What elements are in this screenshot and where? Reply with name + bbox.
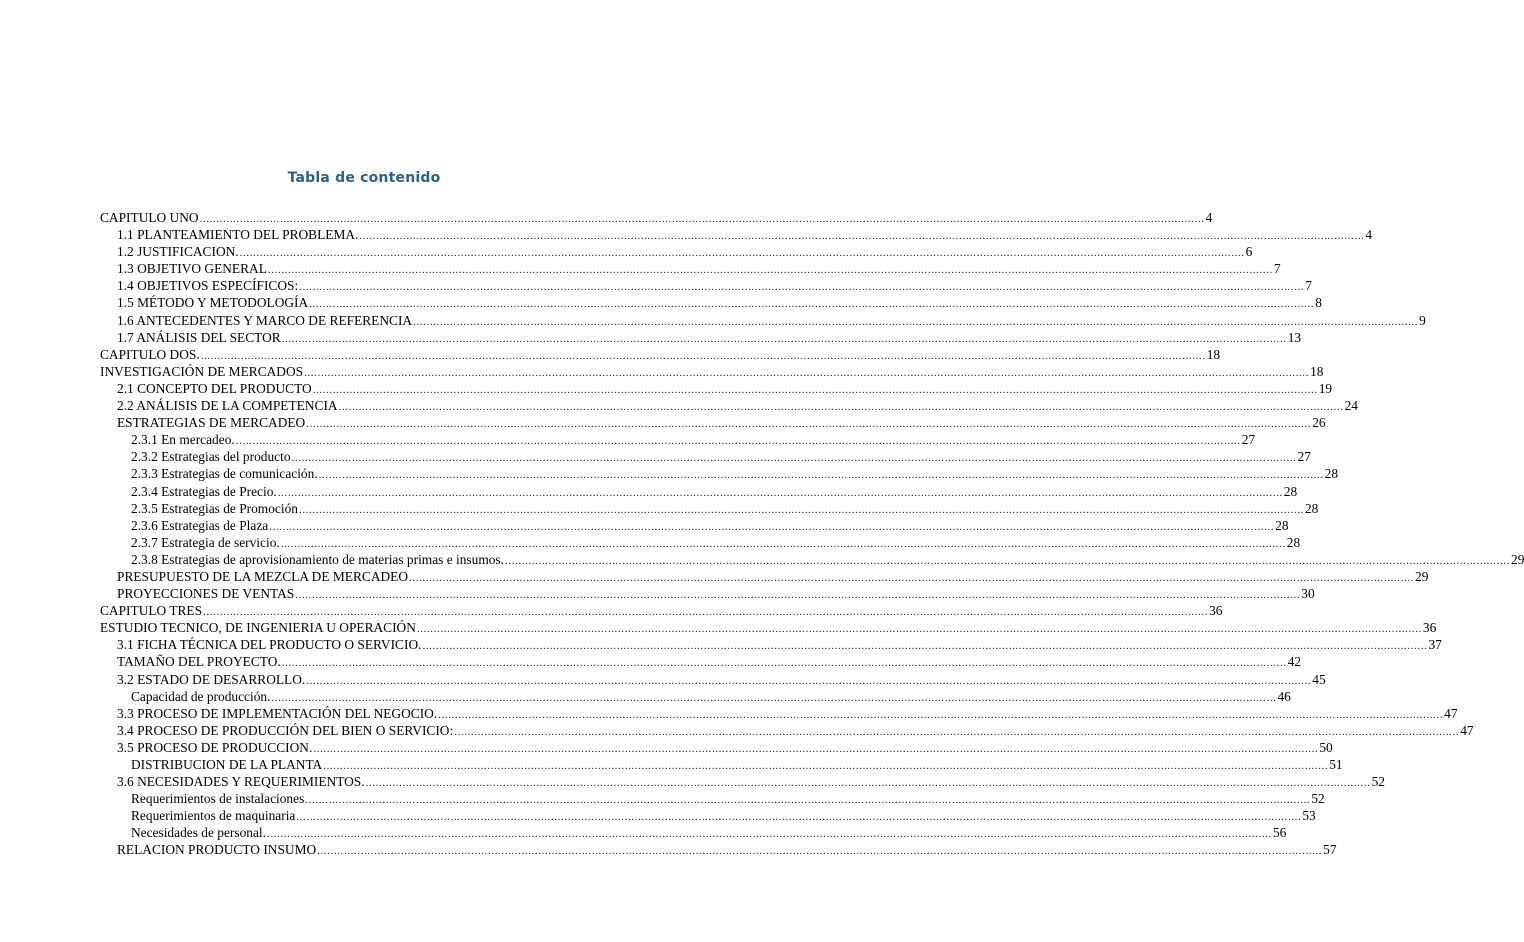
toc-dot-leader: ............................................................................................................................................................................................................................................................................................................ bbox=[199, 213, 1205, 225]
toc-entry-title: 2.3.2 Estrategias del producto bbox=[131, 449, 291, 465]
toc-dot-leader: ............................................................................................................................................................................................................................................................................................................ bbox=[306, 418, 1312, 431]
toc-entry-title: 1.6 ANTECEDENTES Y MARCO DE REFERENCIA bbox=[117, 312, 413, 328]
toc-dot-leader: ............................................................................................................................................................................................................................................................................................................ bbox=[203, 606, 1209, 619]
toc-dot-leader: ............................................................................................................................................................................................................................................................................................................ bbox=[291, 452, 1297, 465]
toc-entry-title: 3.6 NECESIDADES Y REQUERIMIENTOS. bbox=[117, 774, 365, 790]
toc-entry[interactable] bbox=[100, 226, 1373, 243]
toc-page-number: 18 bbox=[1310, 363, 1324, 379]
toc-entry-title: 3.4 PROCESO DE PRODUCCIÓN DEL BIEN O SERVICIO: bbox=[117, 722, 454, 738]
toc-entry-title: 2.1 CONCEPTO DEL PRODUCTO bbox=[117, 380, 312, 396]
toc-entry[interactable] bbox=[100, 705, 1458, 722]
toc-entry[interactable] bbox=[100, 380, 1333, 397]
toc-dot-leader: ............................................................................................................................................................................................................................................................................................................ bbox=[296, 811, 1302, 824]
toc-entry[interactable] bbox=[100, 209, 1213, 226]
toc-dot-leader: ............................................................................................................................................................................................................................................................................................................ bbox=[267, 264, 1273, 277]
toc-dot-leader: ............................................................................................................................................................................................................................................................................................................ bbox=[409, 571, 1415, 584]
toc-page-number: 45 bbox=[1312, 671, 1326, 687]
toc-entry[interactable] bbox=[100, 824, 1287, 841]
toc-dot-leader: ............................................................................................................................................................................................................................................................................................................ bbox=[269, 520, 1275, 533]
toc-dot-leader: ............................................................................................................................................................................................................................................................................................................ bbox=[271, 691, 1277, 704]
toc-entry[interactable] bbox=[100, 602, 1223, 619]
toc-entry[interactable] bbox=[100, 534, 1301, 551]
toc-dot-leader: ............................................................................................................................................................................................................................................................................................................ bbox=[365, 777, 1371, 790]
toc-dot-leader: ............................................................................................................................................................................................................................................................................................................ bbox=[413, 315, 1419, 328]
toc-page-number: 47 bbox=[1444, 705, 1458, 721]
toc-entry[interactable] bbox=[100, 619, 1437, 636]
toc-entry-title: 3.5 PROCESO DE PRODUCCION. bbox=[117, 739, 313, 755]
toc-entry[interactable] bbox=[100, 568, 1429, 585]
toc-page-number: 27 bbox=[1241, 432, 1256, 448]
toc-entry[interactable] bbox=[100, 431, 1256, 448]
toc-dot-leader: ............................................................................................................................................................................................................................................................................................................ bbox=[338, 401, 1344, 414]
toc-entry-title: CAPITULO UNO bbox=[100, 210, 199, 225]
toc-entry-title: 1.4 OBJETIVOS ESPECÍFICOS: bbox=[117, 278, 299, 294]
toc-entry-title: Necesidades de personal. bbox=[131, 825, 266, 841]
toc-entry-title: TAMAÑO DEL PROYECTO. bbox=[117, 654, 281, 670]
toc-dot-leader: ............................................................................................................................................................................................................................................................................................................ bbox=[454, 725, 1460, 738]
toc-entry-title: 2.3.4 Estrategias de Precio. bbox=[131, 483, 277, 499]
toc-entry[interactable] bbox=[100, 790, 1325, 807]
toc-entry-title: INVESTIGACIÓN DE MERCADOS bbox=[100, 363, 304, 379]
toc-entry[interactable] bbox=[100, 585, 1315, 602]
toc-entry[interactable] bbox=[100, 517, 1289, 534]
toc-page-number: 30 bbox=[1301, 586, 1315, 602]
toc-entry-title: PRESUPUESTO DE LA MEZCLA DE MERCADEO bbox=[117, 568, 409, 584]
toc-dot-leader: ............................................................................................................................................................................................................................................................................................................ bbox=[416, 623, 1422, 636]
toc-entry[interactable] bbox=[100, 483, 1298, 500]
toc-dot-leader: ............................................................................................................................................................................................................................................................................................................ bbox=[298, 503, 1304, 516]
toc-entry-title: 1.7 ANÁLISIS DEL SECTOR bbox=[117, 329, 281, 345]
toc-entry-title: 2.3.8 Estrategias de aprovisionamiento de materias primas e insumos. bbox=[131, 551, 504, 567]
toc-entry-title: PROYECCIONES DE VENTAS bbox=[117, 586, 295, 602]
toc-entry[interactable] bbox=[100, 294, 1322, 311]
toc-page-number: 52 bbox=[1311, 791, 1325, 807]
toc-page-number: 28 bbox=[1283, 483, 1298, 499]
toc-page-number: 9 bbox=[1419, 312, 1426, 328]
toc-dot-leader: ............................................................................................................................................................................................................................................................................................................ bbox=[266, 828, 1272, 841]
toc-page-number: 26 bbox=[1312, 415, 1326, 431]
toc-dot-leader: ............................................................................................................................................................................................................................................................................................................ bbox=[295, 589, 1301, 602]
toc-page-number: 18 bbox=[1206, 346, 1221, 362]
toc-dot-leader: ............................................................................................................................................................................................................................................................................................................ bbox=[280, 537, 1286, 550]
toc-entry[interactable] bbox=[100, 277, 1312, 294]
toc-page-number: 56 bbox=[1272, 825, 1287, 841]
toc-page-number: 24 bbox=[1344, 398, 1358, 414]
toc-entry-title: DISTRIBUCION DE LA PLANTA bbox=[131, 757, 323, 772]
toc-dot-leader: ............................................................................................................................................................................................................................................................................................................ bbox=[313, 742, 1319, 755]
toc-page-number: 52 bbox=[1371, 774, 1385, 790]
toc-dot-leader: ............................................................................................................................................................................................................................................................................................................ bbox=[317, 845, 1323, 858]
toc-entry[interactable] bbox=[100, 346, 1221, 363]
toc-dot-leader: ............................................................................................................................................................................................................................................................................................................ bbox=[281, 332, 1287, 345]
toc-page-number: 57 bbox=[1323, 842, 1337, 858]
toc-entry[interactable] bbox=[100, 363, 1324, 380]
toc-dot-leader: ............................................................................................................................................................................................................................................................................................................ bbox=[323, 760, 1329, 772]
toc-dot-leader: ............................................................................................................................................................................................................................................................................................................ bbox=[318, 469, 1324, 482]
toc-title: Tabla de contenido bbox=[287, 170, 441, 186]
toc-entry[interactable] bbox=[100, 688, 1291, 705]
toc-dot-leader: ............................................................................................................................................................................................................................................................................................................ bbox=[200, 349, 1206, 362]
toc-entry-title: 1.3 OBJETIVO GENERAL bbox=[117, 261, 267, 277]
toc-entry[interactable] bbox=[100, 312, 1426, 329]
toc-entry[interactable] bbox=[100, 807, 1316, 824]
toc-page-number: 28 bbox=[1275, 517, 1289, 533]
toc-dot-leader: ............................................................................................................................................................................................................................................................................................................ bbox=[239, 247, 1245, 260]
toc-page-number: 51 bbox=[1329, 757, 1343, 772]
toc-entry-title: 3.2 ESTADO DE DESARROLLO. bbox=[117, 671, 306, 687]
toc-page-number: 53 bbox=[1302, 808, 1316, 824]
toc-page-number: 36 bbox=[1209, 603, 1223, 619]
toc-entry[interactable] bbox=[100, 414, 1326, 431]
toc-dot-leader: ............................................................................................................................................................................................................................................................................................................ bbox=[422, 640, 1428, 653]
toc-entry-title: RELACION PRODUCTO INSUMO bbox=[117, 842, 317, 858]
toc-entry[interactable] bbox=[100, 448, 1311, 465]
toc-entry-title: CAPITULO DOS. bbox=[100, 346, 200, 362]
toc-dot-leader: ............................................................................................................................................................................................................................................................................................................ bbox=[277, 486, 1283, 499]
toc-entry-title: 2.3.6 Estrategias de Plaza bbox=[131, 517, 269, 533]
toc-entry-title: 2.3.5 Estrategias de Promoción bbox=[131, 500, 298, 516]
toc-entry[interactable] bbox=[100, 671, 1326, 688]
toc-entry-title: CAPITULO TRES bbox=[100, 603, 203, 619]
toc-dot-leader: ............................................................................................................................................................................................................................................................................................................ bbox=[305, 794, 1311, 807]
toc-entry-title: 1.2 JUSTIFICACION. bbox=[117, 244, 239, 260]
toc-page-number: 13 bbox=[1287, 329, 1302, 345]
toc-dot-leader: ............................................................................................................................................................................................................................................................................................................ bbox=[281, 657, 1287, 670]
toc-entry-title: 1.5 MÉTODO Y METODOLOGÍA bbox=[117, 295, 309, 311]
toc-entry[interactable] bbox=[100, 722, 1474, 739]
toc-dot-leader: ............................................................................................................................................................................................................................................................................................................ bbox=[505, 554, 1510, 567]
toc-dot-leader: ............................................................................................................................................................................................................................................................................................................ bbox=[309, 298, 1315, 311]
toc-page-number: 19 bbox=[1318, 380, 1333, 396]
toc-dot-leader: ............................................................................................................................................................................................................................................................................................................ bbox=[359, 230, 1365, 243]
toc-dot-leader: ............................................................................................................................................................................................................................................................................................................ bbox=[312, 383, 1318, 396]
toc-entry-title: 2.3.1 En mercadeo. bbox=[131, 432, 235, 448]
toc-entry[interactable] bbox=[100, 397, 1358, 414]
toc-page-number: 7 bbox=[1305, 278, 1312, 294]
toc-dot-leader: ............................................................................................................................................................................................................................................................................................................ bbox=[299, 281, 1305, 294]
toc-page-number: 8 bbox=[1315, 295, 1322, 311]
toc-page-number: 27 bbox=[1297, 449, 1311, 465]
toc-page-number: 46 bbox=[1277, 688, 1291, 704]
toc-page-number: 28 bbox=[1304, 500, 1319, 516]
toc-entry-title: 2.3.3 Estrategias de comunicación. bbox=[131, 466, 318, 482]
toc-entry[interactable] bbox=[100, 500, 1319, 517]
toc-dot-leader: ............................................................................................................................................................................................................................................................................................................ bbox=[304, 366, 1310, 379]
toc-page-number: 36 bbox=[1422, 620, 1437, 636]
toc-entry-title: Capacidad de producción. bbox=[131, 688, 271, 704]
toc-entry-title: Requerimientos de instalaciones bbox=[131, 791, 305, 807]
toc-entry[interactable] bbox=[100, 773, 1385, 790]
toc-entry[interactable] bbox=[100, 260, 1281, 277]
toc-page-number: 7 bbox=[1273, 261, 1281, 277]
toc-entry-title: 3.1 FICHA TÉCNICA DEL PRODUCTO O SERVICIO. bbox=[117, 637, 422, 653]
toc-page-number: 4 bbox=[1365, 227, 1373, 243]
toc-entry[interactable] bbox=[100, 756, 1343, 773]
toc-page-number: 4 bbox=[1205, 210, 1213, 225]
toc-entry-title: 2.2 ANÁLISIS DE LA COMPETENCIA bbox=[117, 398, 338, 414]
toc-entry[interactable] bbox=[100, 653, 1302, 670]
toc-entry-title: ESTRATEGIAS DE MERCADEO bbox=[117, 415, 306, 431]
toc-entry[interactable] bbox=[100, 551, 1524, 568]
toc-dot-leader: ............................................................................................................................................................................................................................................................................................................ bbox=[306, 674, 1312, 687]
toc-entry-title: 1.1 PLANTEAMIENTO DEL PROBLEMA. bbox=[117, 227, 359, 243]
toc-entry[interactable] bbox=[100, 329, 1302, 346]
toc-page-number: 37 bbox=[1428, 637, 1442, 653]
toc-page-number: 29 bbox=[1511, 551, 1524, 567]
toc-entry-title: ESTUDIO TECNICO, DE INGENIERIA U OPERACIÓN bbox=[100, 620, 416, 636]
toc-dot-leader: ............................................................................................................................................................................................................................................................................................................ bbox=[438, 708, 1444, 721]
toc-page-number: 50 bbox=[1319, 739, 1333, 755]
toc-entry-title: 3.3 PROCESO DE IMPLEMENTACIÓN DEL NEGOCIO. bbox=[117, 705, 438, 721]
toc-entry[interactable] bbox=[100, 243, 1253, 260]
toc-entry[interactable] bbox=[100, 636, 1442, 653]
toc-entry[interactable] bbox=[100, 739, 1333, 756]
toc-dot-leader: ............................................................................................................................................................................................................................................................................................................ bbox=[235, 435, 1241, 448]
toc-page-number: 29 bbox=[1415, 568, 1429, 584]
toc-page-number: 28 bbox=[1324, 466, 1339, 482]
table-of-contents bbox=[100, 209, 1524, 859]
toc-page-number: 6 bbox=[1245, 244, 1253, 260]
toc-entry-title: 2.3.7 Estrategia de servicio. bbox=[131, 534, 280, 550]
toc-entry[interactable] bbox=[100, 465, 1339, 482]
toc-page-number: 42 bbox=[1287, 654, 1302, 670]
toc-entry-title: Requerimientos de maquinaria bbox=[131, 808, 296, 824]
toc-page-number: 47 bbox=[1460, 722, 1474, 738]
toc-page-number: 28 bbox=[1286, 534, 1301, 550]
toc-entry[interactable] bbox=[100, 841, 1337, 858]
